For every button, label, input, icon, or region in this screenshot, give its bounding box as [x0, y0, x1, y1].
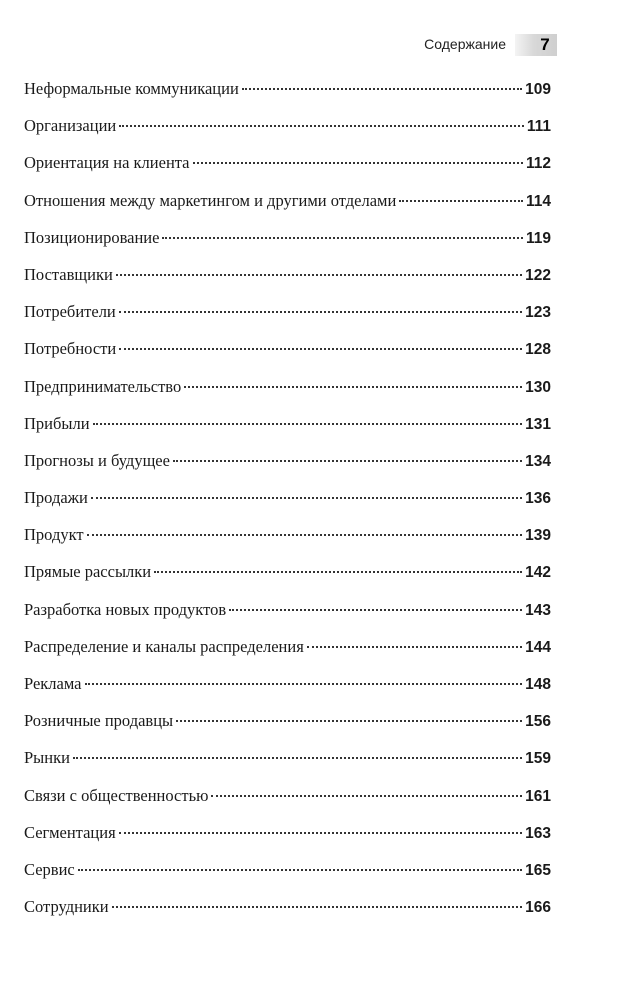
toc-entry	[24, 330, 551, 367]
toc-entry-title: Распределение и каналы распределения	[24, 636, 304, 656]
dot-leader	[307, 646, 522, 648]
toc-entry-page: 156	[525, 713, 551, 731]
toc-entry-title: Разработка новых продуктов	[24, 599, 227, 619]
dot-leader	[119, 348, 522, 350]
toc-entry-page: 163	[525, 824, 551, 842]
toc-entry	[24, 591, 551, 628]
toc-entry-page: 165	[525, 861, 551, 879]
toc-entry	[24, 888, 551, 925]
running-header	[0, 34, 638, 58]
toc-entry-page: 123	[525, 304, 551, 322]
toc-entry-page: 111	[526, 118, 551, 136]
toc-entry-page: 134	[525, 452, 551, 470]
dot-leader	[119, 125, 524, 127]
toc-entry-page: 119	[525, 229, 551, 247]
toc-entry-title: Связи с общественностью	[24, 785, 209, 805]
toc-entry-title: Розничные продавцы	[24, 711, 174, 731]
toc-entry-title: Организации	[24, 116, 117, 136]
toc-entry-page: 161	[525, 787, 551, 805]
toc-entry	[24, 553, 551, 590]
dot-leader	[184, 386, 522, 388]
dot-leader	[116, 274, 522, 276]
toc-entry	[24, 144, 551, 181]
dot-leader	[242, 88, 522, 90]
toc-entry	[24, 256, 551, 293]
toc-entry-title: Неформальные коммуникации	[24, 79, 239, 98]
toc-entry	[24, 479, 551, 516]
toc-entry-title: Потребности	[24, 339, 117, 359]
toc-entry	[24, 405, 551, 442]
toc-entry	[24, 442, 551, 479]
toc-entry-page: 122	[525, 266, 551, 284]
dot-leader	[73, 757, 522, 759]
toc-entry-title: Рынки	[24, 748, 70, 768]
toc-entry-title: Прибыли	[24, 413, 90, 433]
dot-leader	[119, 311, 522, 313]
toc-entry	[24, 851, 551, 888]
toc-entry	[24, 107, 551, 144]
toc-entry-title: Продажи	[24, 488, 88, 508]
running-header-title: Содержание	[424, 36, 506, 52]
toc-entry	[24, 739, 551, 776]
dot-leader	[85, 683, 523, 685]
toc-entry-title: Сервис	[24, 859, 75, 879]
toc-entry	[24, 628, 551, 665]
toc-entry	[24, 70, 551, 107]
toc-entry	[24, 182, 551, 219]
toc-entry-page: 139	[525, 527, 551, 545]
toc-entry-page: 112	[525, 155, 551, 173]
toc-entry-page: 159	[525, 750, 551, 768]
toc-entry-title: Ориентация на клиента	[24, 153, 190, 173]
dot-leader	[173, 460, 522, 462]
toc-entry	[24, 702, 551, 739]
toc-entry-title: Предпринимательство	[24, 376, 182, 396]
toc-entry-title: Отношения между маркетингом и другими отделами	[24, 190, 397, 210]
toc-entry	[24, 516, 551, 553]
toc-entry-title: Позиционирование	[24, 227, 160, 247]
toc-entry	[24, 814, 551, 851]
dot-leader	[162, 237, 523, 239]
toc-entry-page: 114	[525, 192, 551, 210]
toc-entry-title: Прямые рассылки	[24, 562, 152, 582]
dot-leader	[229, 609, 522, 611]
dot-leader	[399, 200, 523, 202]
toc-entry-title: Поставщики	[24, 264, 113, 284]
dot-leader	[91, 497, 522, 499]
toc-entry	[24, 219, 551, 256]
toc-entry-page: 142	[525, 564, 551, 582]
toc-entry-page: 109	[525, 81, 551, 98]
toc-entry-page: 143	[525, 601, 551, 619]
toc-entry-page: 131	[525, 415, 551, 433]
dot-leader	[87, 534, 523, 536]
dot-leader	[112, 906, 523, 908]
dot-leader	[193, 162, 523, 164]
toc-entry-title: Реклама	[24, 674, 82, 693]
toc-entry-page: 166	[525, 899, 551, 917]
toc-entry-title: Сегментация	[24, 822, 116, 842]
page-number: 7	[540, 35, 550, 54]
toc-entry-title: Потребители	[24, 302, 116, 322]
toc-entry-page: 148	[525, 676, 551, 693]
dot-leader	[176, 720, 522, 722]
dot-leader	[211, 795, 522, 797]
dot-leader	[78, 869, 522, 871]
dot-leader	[119, 832, 522, 834]
toc-entry-page: 128	[525, 341, 551, 359]
toc-entry	[24, 665, 551, 702]
toc-entry-page: 130	[525, 378, 551, 396]
toc-entry-title: Прогнозы и будущее	[24, 450, 170, 470]
toc-entry	[24, 777, 551, 814]
toc-entry-title: Продукт	[24, 525, 84, 545]
toc-entry-page: 136	[525, 490, 551, 508]
dot-leader	[93, 423, 523, 425]
page-number-tab	[515, 34, 557, 56]
table-of-contents	[24, 70, 551, 925]
toc-entry	[24, 368, 551, 405]
toc-entry-title: Сотрудники	[24, 897, 109, 917]
toc-entry	[24, 293, 551, 330]
dot-leader	[154, 571, 522, 573]
toc-entry-page: 144	[525, 638, 551, 656]
